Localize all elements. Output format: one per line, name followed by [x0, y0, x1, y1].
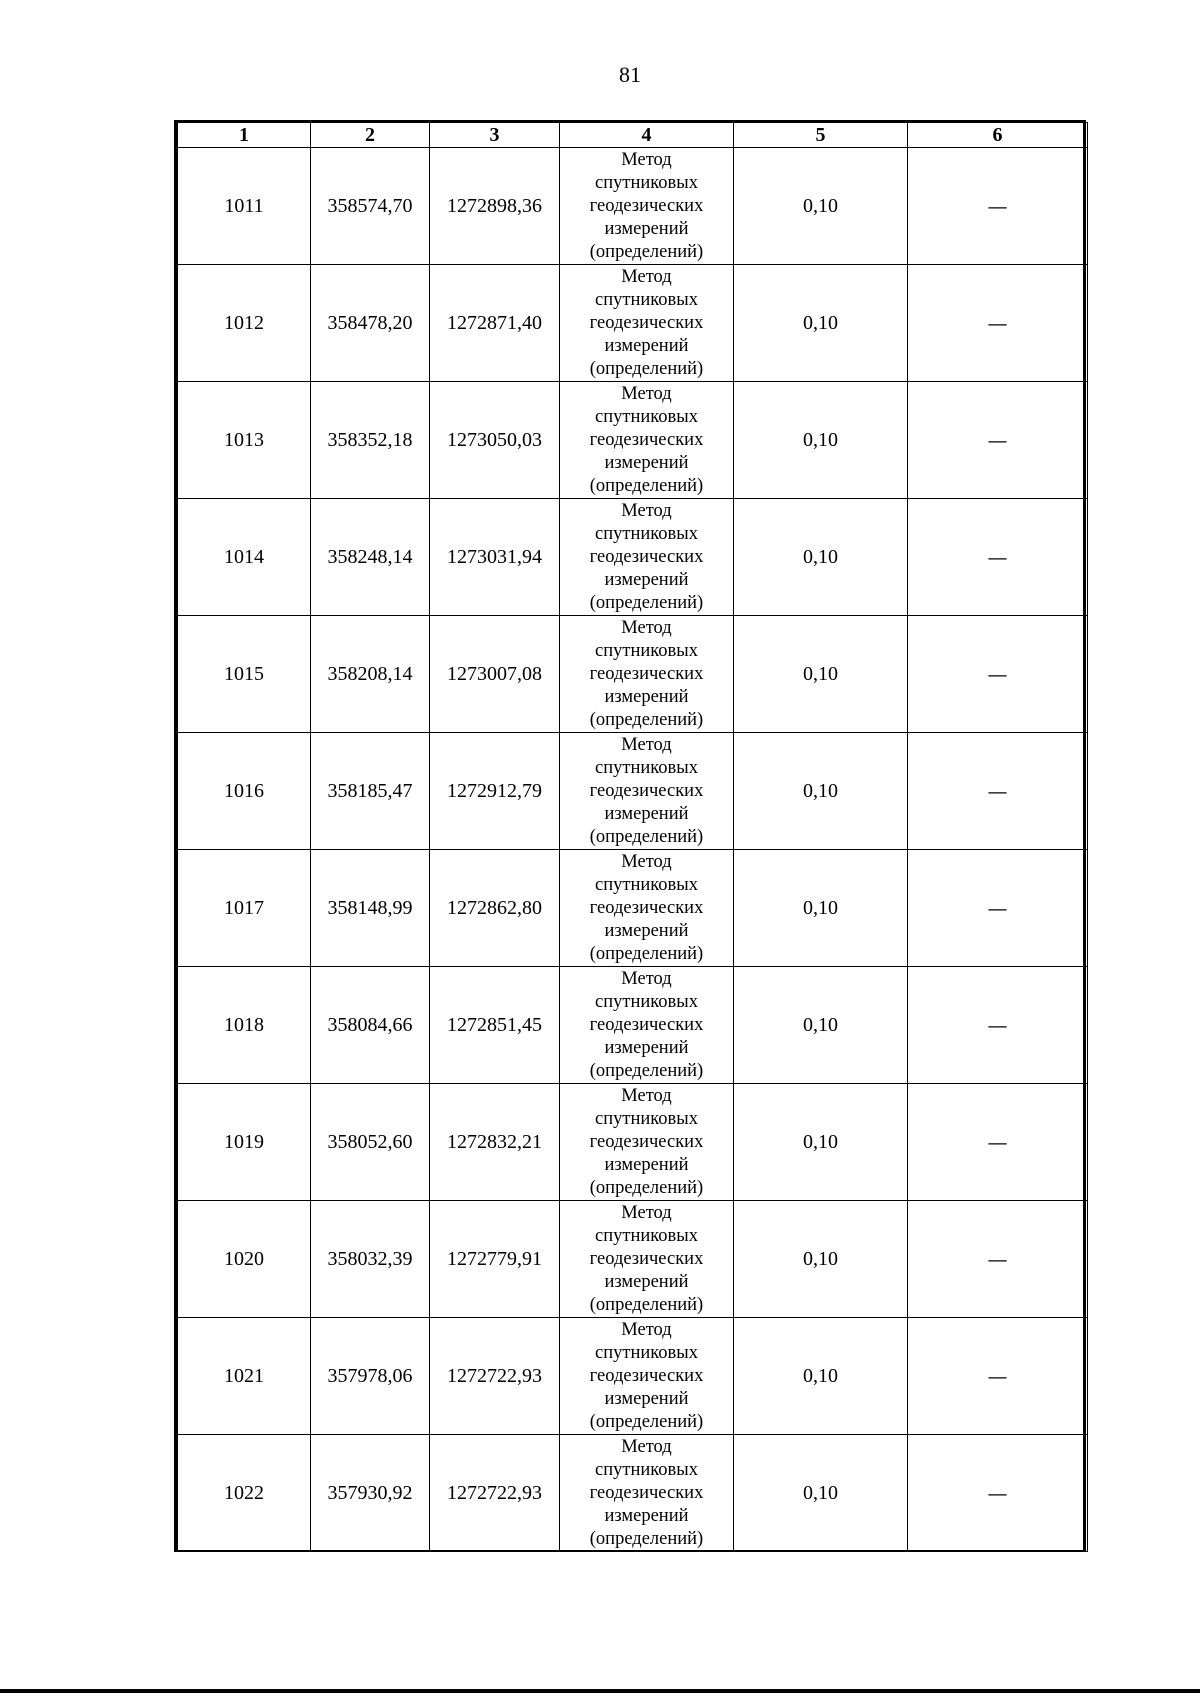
coordinates-table [177, 122, 1088, 1552]
method-text-line: спутниковых [595, 406, 698, 427]
method-text-line: (определений) [589, 592, 704, 613]
point-number-cell: 1016 [178, 733, 311, 850]
table-row [178, 616, 1088, 733]
method-text-line: Метод [621, 617, 672, 638]
method-text-line: геодезических [589, 546, 704, 567]
point-number-cell: 1014 [178, 499, 311, 616]
column-header: 5 [734, 123, 908, 148]
method-text-line: Метод [621, 1319, 672, 1340]
method-text-line: измерений [604, 1388, 689, 1409]
y-coordinate-cell: 1272722,93 [430, 1318, 560, 1435]
description-cell: — [908, 1084, 1088, 1201]
point-number-cell: 1011 [178, 148, 311, 265]
method-text-line: геодезических [589, 312, 704, 333]
method-text-line: (определений) [589, 1177, 704, 1198]
method-text-line: измерений [604, 335, 689, 356]
table-row [178, 382, 1088, 499]
column-header: 1 [178, 123, 311, 148]
description-cell: — [908, 1318, 1088, 1435]
method-text-line: Метод [621, 383, 672, 404]
description-cell: — [908, 499, 1088, 616]
table-row [178, 733, 1088, 850]
description-cell: — [908, 967, 1088, 1084]
accuracy-cell: 0,10 [734, 1084, 908, 1201]
y-coordinate-cell: 1272722,93 [430, 1435, 560, 1552]
method-text-line: измерений [604, 218, 689, 239]
method-text-line: (определений) [589, 1528, 704, 1549]
method-text-line: измерений [604, 803, 689, 824]
accuracy-cell: 0,10 [734, 382, 908, 499]
coordinates-table-frame [174, 120, 1086, 1552]
method-cell [560, 265, 734, 382]
method-text-line: (определений) [589, 826, 704, 847]
column-header: 3 [430, 123, 560, 148]
point-number-cell: 1017 [178, 850, 311, 967]
method-text-line: измерений [604, 1154, 689, 1175]
method-text-line: спутниковых [595, 640, 698, 661]
method-text-line: Метод [621, 968, 672, 989]
accuracy-cell: 0,10 [734, 967, 908, 1084]
method-text-line: геодезических [589, 195, 704, 216]
method-cell [560, 382, 734, 499]
method-text-line: (определений) [589, 1060, 704, 1081]
method-text-line: (определений) [589, 943, 704, 964]
point-number-cell: 1012 [178, 265, 311, 382]
method-text-line: спутниковых [595, 1342, 698, 1363]
point-number-cell: 1020 [178, 1201, 311, 1318]
method-text-line: (определений) [589, 1294, 704, 1315]
x-coordinate-cell: 357978,06 [311, 1318, 430, 1435]
method-text-line: измерений [604, 569, 689, 590]
table-row [178, 1201, 1088, 1318]
description-cell: — [908, 382, 1088, 499]
y-coordinate-cell: 1273007,08 [430, 616, 560, 733]
accuracy-cell: 0,10 [734, 733, 908, 850]
description-cell: — [908, 1435, 1088, 1552]
table-row [178, 148, 1088, 265]
description-cell: — [908, 733, 1088, 850]
method-text-line: (определений) [589, 475, 704, 496]
method-text-line: геодезических [589, 1482, 704, 1503]
table-header-row [178, 123, 1088, 148]
y-coordinate-cell: 1273031,94 [430, 499, 560, 616]
x-coordinate-cell: 358208,14 [311, 616, 430, 733]
method-text-line: (определений) [589, 1411, 704, 1432]
x-coordinate-cell: 358148,99 [311, 850, 430, 967]
description-cell: — [908, 1201, 1088, 1318]
method-cell [560, 967, 734, 1084]
x-coordinate-cell: 358478,20 [311, 265, 430, 382]
table-row [178, 265, 1088, 382]
x-coordinate-cell: 358052,60 [311, 1084, 430, 1201]
accuracy-cell: 0,10 [734, 265, 908, 382]
point-number-cell: 1013 [178, 382, 311, 499]
point-number-cell: 1018 [178, 967, 311, 1084]
y-coordinate-cell: 1272862,80 [430, 850, 560, 967]
column-header: 2 [311, 123, 430, 148]
method-text-line: Метод [621, 851, 672, 872]
x-coordinate-cell: 358352,18 [311, 382, 430, 499]
method-cell [560, 850, 734, 967]
table-row [178, 1435, 1088, 1552]
table-body [178, 148, 1088, 1552]
accuracy-cell: 0,10 [734, 616, 908, 733]
table-row [178, 499, 1088, 616]
description-cell: — [908, 850, 1088, 967]
method-cell [560, 499, 734, 616]
point-number-cell: 1015 [178, 616, 311, 733]
x-coordinate-cell: 358574,70 [311, 148, 430, 265]
method-text-line: измерений [604, 452, 689, 473]
method-text-line: спутниковых [595, 1459, 698, 1480]
method-cell [560, 1435, 734, 1552]
point-number-cell: 1021 [178, 1318, 311, 1435]
accuracy-cell: 0,10 [734, 148, 908, 265]
page-number: 81 [619, 62, 641, 87]
method-text-line: спутниковых [595, 172, 698, 193]
method-text-line: геодезических [589, 1365, 704, 1386]
table-row [178, 1084, 1088, 1201]
method-cell [560, 1318, 734, 1435]
x-coordinate-cell: 358185,47 [311, 733, 430, 850]
description-cell: — [908, 265, 1088, 382]
description-cell: — [908, 616, 1088, 733]
accuracy-cell: 0,10 [734, 1435, 908, 1552]
x-coordinate-cell: 358032,39 [311, 1201, 430, 1318]
method-text-line: спутниковых [595, 1108, 698, 1129]
method-text-line: геодезических [589, 1014, 704, 1035]
method-text-line: спутниковых [595, 874, 698, 895]
point-number-cell: 1022 [178, 1435, 311, 1552]
y-coordinate-cell: 1272871,40 [430, 265, 560, 382]
method-text-line: Метод [621, 1085, 672, 1106]
method-text-line: геодезических [589, 1248, 704, 1269]
method-text-line: Метод [621, 734, 672, 755]
method-text-line: (определений) [589, 241, 704, 262]
accuracy-cell: 0,10 [734, 499, 908, 616]
method-text-line: спутниковых [595, 991, 698, 1012]
column-header: 6 [908, 123, 1088, 148]
method-text-line: измерений [604, 1505, 689, 1526]
method-cell [560, 1201, 734, 1318]
accuracy-cell: 0,10 [734, 1201, 908, 1318]
scan-edge-line [0, 1689, 1200, 1693]
y-coordinate-cell: 1272832,21 [430, 1084, 560, 1201]
method-text-line: геодезических [589, 429, 704, 450]
method-text-line: спутниковых [595, 289, 698, 310]
method-text-line: геодезических [589, 1131, 704, 1152]
method-text-line: Метод [621, 266, 672, 287]
method-cell [560, 1084, 734, 1201]
method-cell [560, 616, 734, 733]
method-text-line: Метод [621, 500, 672, 521]
method-cell [560, 148, 734, 265]
method-text-line: Метод [621, 1202, 672, 1223]
y-coordinate-cell: 1273050,03 [430, 382, 560, 499]
method-text-line: измерений [604, 686, 689, 707]
method-text-line: (определений) [589, 358, 704, 379]
x-coordinate-cell: 358084,66 [311, 967, 430, 1084]
method-text-line: геодезических [589, 897, 704, 918]
method-text-line: Метод [621, 149, 672, 170]
table-row [178, 967, 1088, 1084]
column-header: 4 [560, 123, 734, 148]
method-text-line: измерений [604, 920, 689, 941]
method-text-line: спутниковых [595, 1225, 698, 1246]
accuracy-cell: 0,10 [734, 850, 908, 967]
method-text-line: геодезических [589, 663, 704, 684]
method-text-line: спутниковых [595, 757, 698, 778]
table-row [178, 1318, 1088, 1435]
method-text-line: геодезических [589, 780, 704, 801]
method-text-line: измерений [604, 1271, 689, 1292]
method-text-line: измерений [604, 1037, 689, 1058]
description-cell: — [908, 148, 1088, 265]
y-coordinate-cell: 1272898,36 [430, 148, 560, 265]
method-cell [560, 733, 734, 850]
accuracy-cell: 0,10 [734, 1318, 908, 1435]
x-coordinate-cell: 358248,14 [311, 499, 430, 616]
table-row [178, 850, 1088, 967]
y-coordinate-cell: 1272779,91 [430, 1201, 560, 1318]
y-coordinate-cell: 1272912,79 [430, 733, 560, 850]
point-number-cell: 1019 [178, 1084, 311, 1201]
y-coordinate-cell: 1272851,45 [430, 967, 560, 1084]
method-text-line: Метод [621, 1436, 672, 1457]
x-coordinate-cell: 357930,92 [311, 1435, 430, 1552]
method-text-line: (определений) [589, 709, 704, 730]
method-text-line: спутниковых [595, 523, 698, 544]
